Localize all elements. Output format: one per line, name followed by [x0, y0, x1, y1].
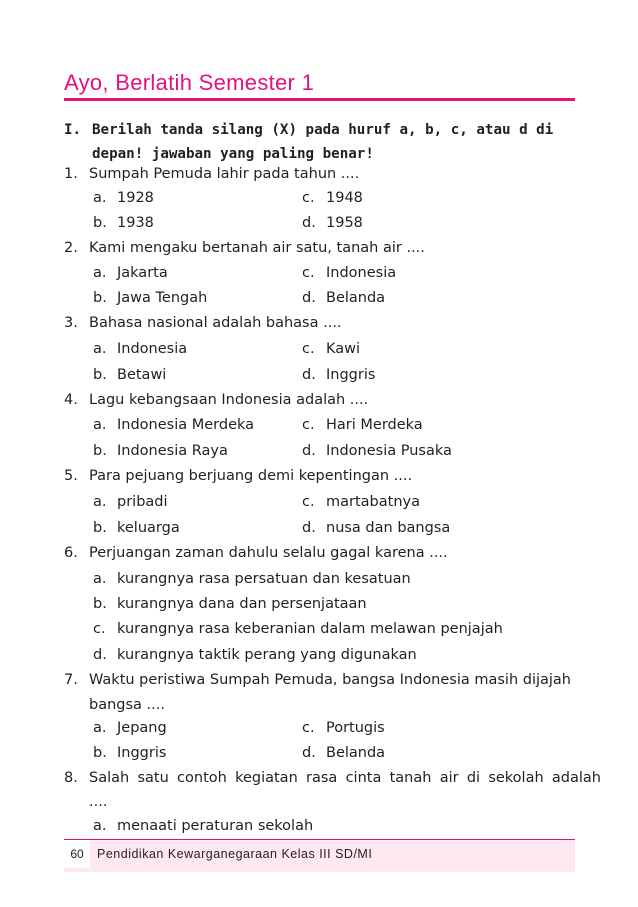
option-2b: b. Jawa Tengah — [93, 290, 208, 306]
question-text: Waktu peristiwa Sumpah Pemuda, bangsa Indonesia masih dijajah bangsa .... — [89, 672, 571, 713]
option-7d: d. Belanda — [302, 745, 386, 761]
option-6c: c. kurangnya rasa keberanian dalam melawan penjajah — [93, 621, 503, 637]
option-8a: a. menaati peraturan sekolah — [93, 818, 314, 834]
option-1d: d. 1958 — [302, 215, 363, 231]
question-number: 1. — [64, 166, 78, 182]
option-5a: a. pribadi — [93, 494, 168, 510]
option-2d: d. Belanda — [302, 290, 386, 306]
option-5d: d. nusa dan bangsa — [302, 520, 451, 536]
option-7b: b. Inggris — [93, 745, 167, 761]
title-divider — [64, 98, 575, 101]
option-7c: c. Portugis — [302, 720, 385, 736]
question-text: Kami mengaku bertanah air satu, tanah air .... — [89, 240, 425, 256]
instruction-number: I. — [64, 122, 82, 138]
question-text: Perjuangan zaman dahulu selalu gagal karena .... — [89, 545, 448, 561]
option-6d: d. kurangnya taktik perang yang digunakan — [93, 647, 417, 663]
footer-text: Pendidikan Kewarganegaraan Kelas III SD/MI — [97, 847, 373, 861]
question-number: 7. — [64, 672, 78, 688]
option-5b: b. keluarga — [93, 520, 180, 536]
question-text: Bahasa nasional adalah bahasa .... — [89, 315, 342, 331]
question-number: 3. — [64, 315, 78, 331]
question-text: Lagu kebangsaan Indonesia adalah .... — [89, 392, 369, 408]
instruction — [64, 118, 584, 166]
question-number: 2. — [64, 240, 78, 256]
question-number: 6. — [64, 545, 78, 561]
page-title: Ayo, Berlatih Semester 1 — [64, 70, 315, 95]
question-number: 5. — [64, 468, 78, 484]
option-3d: d. Inggris — [302, 367, 376, 383]
option-3b: b. Betawi — [93, 367, 167, 383]
option-2c: c. Indonesia — [302, 265, 397, 281]
option-6b: b. kurangnya dana dan persenjataan — [93, 596, 367, 612]
option-3c: c. Kawi — [302, 341, 361, 357]
option-1a: a. 1928 — [93, 190, 154, 206]
question-text-continuation: .... — [89, 794, 108, 810]
option-4c: c. Hari Merdeka — [302, 417, 423, 433]
question-number: 4. — [64, 392, 78, 408]
question-text: Salah satu contoh kegiatan rasa cinta tanah air di sekolah adalah — [89, 770, 601, 786]
option-7a: a. Jepang — [93, 720, 167, 736]
option-4b: b. Indonesia Raya — [93, 443, 228, 459]
option-5c: c. martabatnya — [302, 494, 420, 510]
option-3a: a. Indonesia — [93, 341, 188, 357]
page-number: 60 — [64, 840, 90, 868]
option-6a: a. kurangnya rasa persatuan dan kesatuan — [93, 571, 411, 587]
option-4d: d. Indonesia Pusaka — [302, 443, 452, 459]
option-1c: c. 1948 — [302, 190, 363, 206]
question-text: Sumpah Pemuda lahir pada tahun .... — [89, 166, 360, 182]
instruction-text: Berilah tanda silang (X) pada huruf a, b, c, atau d di depan! jawaban yang paling benar! — [92, 122, 554, 162]
option-2a: a. Jakarta — [93, 265, 168, 281]
option-1b: b. 1938 — [93, 215, 154, 231]
question-number: 8. — [64, 770, 78, 786]
question-text: Para pejuang berjuang demi kepentingan .... — [89, 468, 413, 484]
option-4a: a. Indonesia Merdeka — [93, 417, 255, 433]
